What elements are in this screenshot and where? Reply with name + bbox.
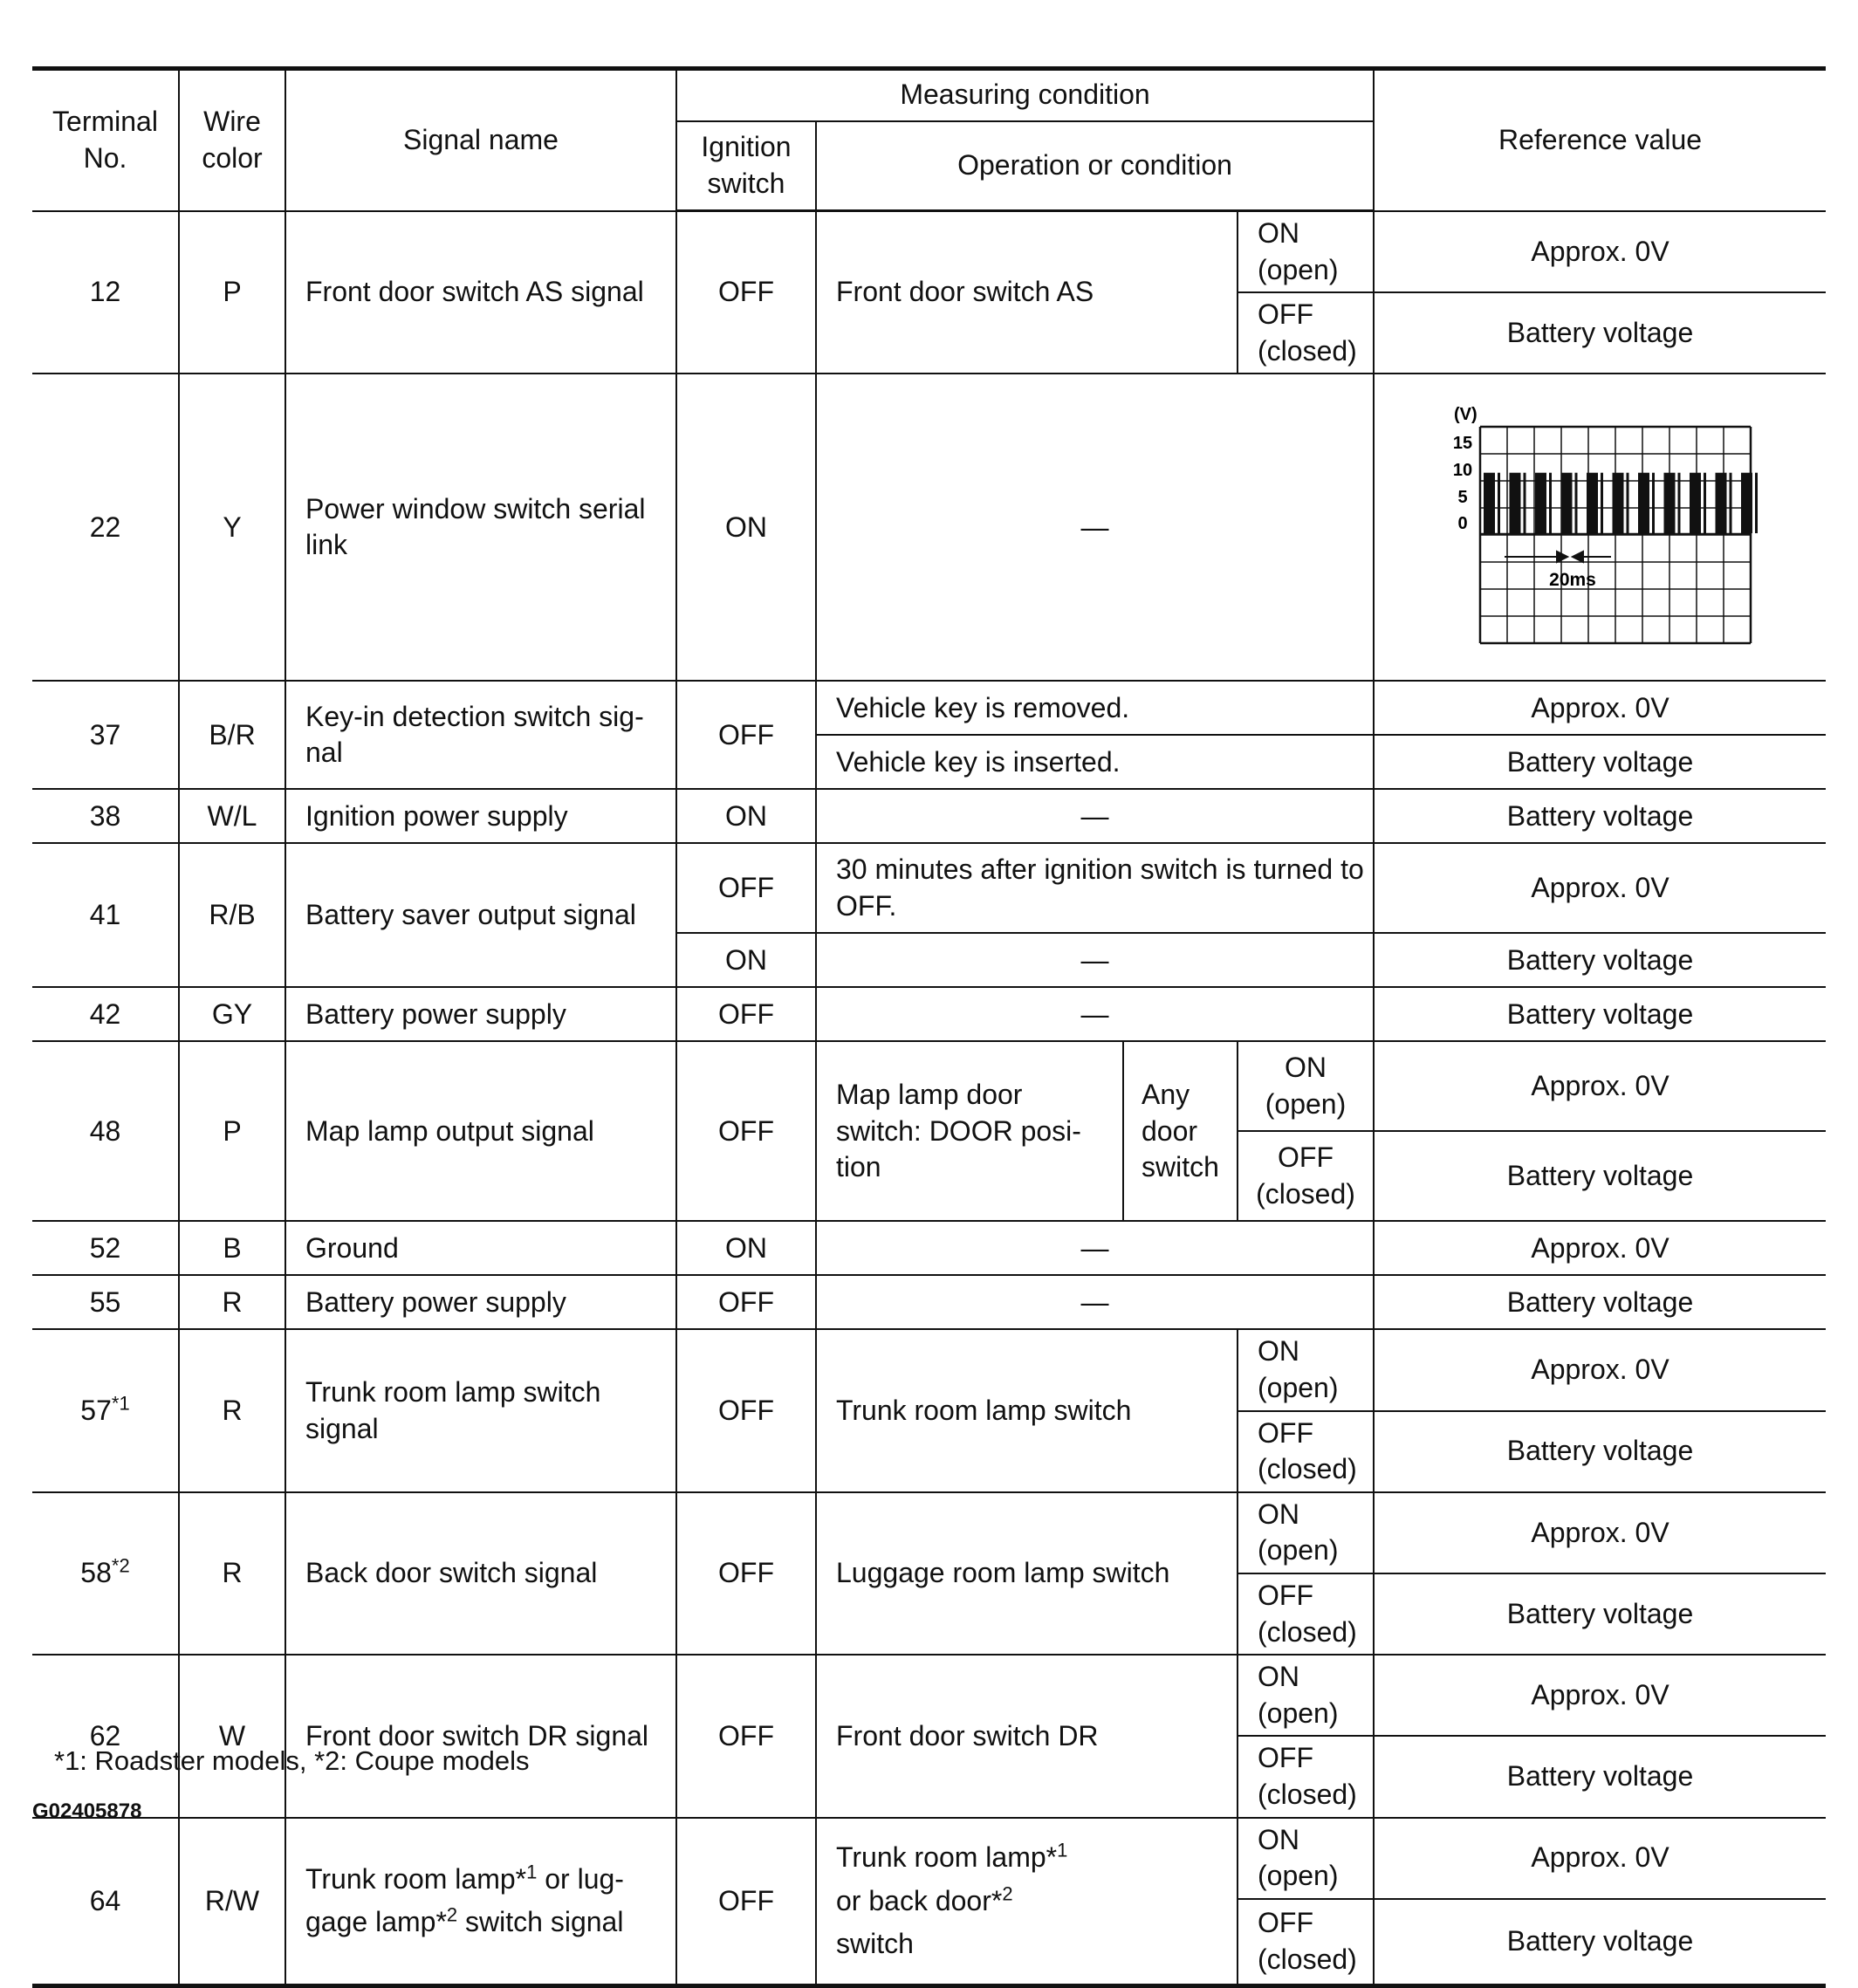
wire-color-cell: P bbox=[179, 211, 285, 374]
reference-cell: Approx. 0V bbox=[1374, 1041, 1826, 1131]
signal-name-cell: Battery saver output signal bbox=[285, 843, 676, 987]
header-signal-name: Signal name bbox=[285, 69, 676, 211]
ignition-cell: OFF bbox=[676, 211, 816, 374]
waveform-pulse-edge bbox=[1574, 473, 1577, 533]
operation-cell: — bbox=[816, 987, 1374, 1041]
table-row bbox=[32, 1329, 1826, 1410]
wire-color-cell: B/R bbox=[179, 681, 285, 789]
signal-name-cell: Ignition power supply bbox=[285, 789, 676, 843]
ignition-cell: OFF bbox=[676, 843, 816, 933]
condition-cell: — bbox=[816, 933, 1374, 987]
signal-name-cell: Battery power supply bbox=[285, 987, 676, 1041]
time-scale-arrows bbox=[1505, 552, 1611, 562]
condition-cell: OFF (closed) bbox=[1238, 1573, 1374, 1655]
footnote-mark: 1 bbox=[1057, 1839, 1068, 1861]
terminal-cell: 12 bbox=[32, 211, 179, 374]
table-row bbox=[32, 211, 1826, 293]
waveform-pulse bbox=[1535, 473, 1546, 533]
waveform-pulse bbox=[1484, 473, 1495, 533]
ignition-cell: OFF bbox=[676, 681, 816, 789]
ignition-cell: OFF bbox=[676, 1329, 816, 1491]
ignition-cell: OFF bbox=[676, 1492, 816, 1655]
condition-cell: OFF (closed) bbox=[1238, 292, 1374, 374]
reference-waveform-cell bbox=[1374, 374, 1826, 681]
table-row bbox=[32, 843, 1826, 933]
waveform-y-tick: 0 bbox=[1457, 514, 1468, 534]
reference-cell: Battery voltage bbox=[1374, 1131, 1826, 1221]
waveform-pulse bbox=[1663, 473, 1675, 533]
waveform-unit-label: (V) bbox=[1453, 405, 1477, 425]
waveform-grid bbox=[1480, 427, 1751, 643]
reference-cell: Approx. 0V bbox=[1374, 1492, 1826, 1573]
reference-cell: Battery voltage bbox=[1374, 735, 1826, 789]
condition-cell: OFF (closed) bbox=[1238, 1131, 1374, 1221]
operation-cell: Front door switch DR bbox=[816, 1655, 1238, 1817]
waveform-pulse-edge bbox=[1549, 473, 1552, 533]
reference-cell: Battery voltage bbox=[1374, 292, 1826, 374]
condition-cell: OFF (closed) bbox=[1238, 1411, 1374, 1492]
condition-cell: Vehicle key is inserted. bbox=[816, 735, 1374, 789]
reference-cell: Battery voltage bbox=[1374, 987, 1826, 1041]
header-row-1 bbox=[32, 69, 1826, 121]
table-row bbox=[32, 789, 1826, 843]
waveform-pulse-edge bbox=[1523, 473, 1525, 533]
terminal-number: 58 bbox=[80, 1557, 112, 1589]
ignition-cell: ON bbox=[676, 933, 816, 987]
waveform-y-tick: 10 bbox=[1452, 461, 1472, 481]
signal-name-cell: Key-in detection switch sig-nal bbox=[285, 681, 676, 789]
operation-cell bbox=[816, 1818, 1238, 1986]
signal-name-cell: Battery power supply bbox=[285, 1275, 676, 1329]
waveform-pulse-edge bbox=[1652, 473, 1655, 533]
terminal-cell: 52 bbox=[32, 1221, 179, 1275]
terminal-cell: 62 bbox=[32, 1655, 179, 1817]
wire-color-cell: GY bbox=[179, 987, 285, 1041]
waveform-pulse bbox=[1715, 473, 1726, 533]
header-terminal-no: Terminal No. bbox=[32, 69, 179, 211]
ignition-cell: ON bbox=[676, 374, 816, 681]
reference-cell: Approx. 0V bbox=[1374, 1329, 1826, 1410]
waveform-pulse bbox=[1741, 473, 1752, 533]
terminal-cell: 38 bbox=[32, 789, 179, 843]
signal-name-cell: Front door switch DR signal bbox=[285, 1655, 676, 1817]
waveform-pulse-edge bbox=[1626, 473, 1628, 533]
signal-name-cell: Power window switch serial link bbox=[285, 374, 676, 681]
signal-name-cell: Map lamp output signal bbox=[285, 1041, 676, 1221]
terminal-cell: 22 bbox=[32, 374, 179, 681]
waveform-pulse-edge bbox=[1729, 473, 1731, 533]
header-wire-color: Wire color bbox=[179, 69, 285, 211]
ignition-cell: OFF bbox=[676, 1275, 816, 1329]
signal-name-cell: Front door switch AS signal bbox=[285, 211, 676, 374]
table-row bbox=[32, 1041, 1826, 1131]
operation-cell: Front door switch AS bbox=[816, 211, 1238, 374]
table-row bbox=[32, 1492, 1826, 1573]
waveform-pulse-edge bbox=[1755, 473, 1758, 533]
waveform-pulse bbox=[1587, 473, 1598, 533]
waveform-pulse-edge bbox=[1601, 473, 1603, 533]
signal-name-cell: Trunk room lamp switch signal bbox=[285, 1329, 676, 1491]
reference-cell: Approx. 0V bbox=[1374, 843, 1826, 933]
condition-cell: ON (open) bbox=[1238, 1041, 1374, 1131]
signal-text: Trunk room lamp* bbox=[305, 1862, 527, 1895]
reference-cell: Battery voltage bbox=[1374, 1736, 1826, 1817]
table-row bbox=[32, 1275, 1826, 1329]
wire-color-cell: R/W bbox=[179, 1818, 285, 1986]
waveform-pulse-edge bbox=[1677, 473, 1680, 533]
reference-cell: Approx. 0V bbox=[1374, 1221, 1826, 1275]
footnote-mark: 1 bbox=[526, 1861, 538, 1883]
condition-cell: ON (open) bbox=[1238, 1818, 1374, 1899]
reference-cell: Approx. 0V bbox=[1374, 211, 1826, 293]
waveform-pulse bbox=[1560, 473, 1572, 533]
terminal-cell bbox=[32, 1492, 179, 1655]
sub-condition-cell: Any door switch bbox=[1123, 1041, 1238, 1221]
reference-cell: Approx. 0V bbox=[1374, 681, 1826, 735]
ignition-cell: ON bbox=[676, 789, 816, 843]
waveform-pulse-edge bbox=[1498, 473, 1500, 533]
wire-color-cell: R bbox=[179, 1492, 285, 1655]
operation-cell: Luggage room lamp switch bbox=[816, 1492, 1238, 1655]
wire-color-cell: R bbox=[179, 1329, 285, 1491]
wire-color-cell: W/L bbox=[179, 789, 285, 843]
terminal-reference-table bbox=[32, 66, 1826, 1988]
terminal-footnote-mark: *2 bbox=[111, 1554, 130, 1577]
footnote-mark: 2 bbox=[1002, 1882, 1013, 1904]
wire-color-cell: R bbox=[179, 1275, 285, 1329]
table-row bbox=[32, 681, 1826, 735]
waveform-pulse bbox=[1690, 473, 1701, 533]
waveform-time-label: 20ms bbox=[1548, 570, 1596, 591]
reference-cell: Battery voltage bbox=[1374, 1573, 1826, 1655]
signal-name-cell: Back door switch signal bbox=[285, 1492, 676, 1655]
condition-cell: OFF (closed) bbox=[1238, 1899, 1374, 1986]
condition-cell: OFF (closed) bbox=[1238, 1736, 1374, 1817]
terminal-cell: 55 bbox=[32, 1275, 179, 1329]
table-row bbox=[32, 374, 1826, 681]
ignition-cell: OFF bbox=[676, 1655, 816, 1817]
waveform-pulse bbox=[1638, 473, 1649, 533]
ignition-cell: OFF bbox=[676, 1041, 816, 1221]
header-reference-value: Reference value bbox=[1374, 69, 1826, 211]
waveform-pulse bbox=[1612, 473, 1623, 533]
header-ignition-switch: Ignition switch bbox=[676, 121, 816, 211]
operation-cell: — bbox=[816, 1275, 1374, 1329]
table-row bbox=[32, 1818, 1826, 1899]
terminal-cell: 41 bbox=[32, 843, 179, 987]
ignition-cell: ON bbox=[676, 1221, 816, 1275]
terminal-cell: 48 bbox=[32, 1041, 179, 1221]
waveform-graph bbox=[1443, 401, 1758, 654]
terminal-cell: 42 bbox=[32, 987, 179, 1041]
reference-cell: Approx. 0V bbox=[1374, 1818, 1826, 1899]
ignition-cell: OFF bbox=[676, 1818, 816, 1986]
wire-color-cell: W bbox=[179, 1655, 285, 1817]
operation-text: switch bbox=[836, 1928, 914, 1960]
signal-name-cell: Ground bbox=[285, 1221, 676, 1275]
reference-cell: Battery voltage bbox=[1374, 1275, 1826, 1329]
operation-cell: — bbox=[816, 374, 1374, 681]
header-measuring-condition: Measuring condition bbox=[676, 69, 1374, 121]
signal-name-cell bbox=[285, 1818, 676, 1986]
operation-cell: — bbox=[816, 789, 1374, 843]
footnote-mark: 2 bbox=[446, 1903, 458, 1926]
terminal-number: 57 bbox=[80, 1394, 112, 1426]
signal-text: switch signal bbox=[457, 1906, 624, 1938]
footnote: *1: Roadster models, *2: Coupe models bbox=[54, 1745, 530, 1776]
condition-cell: Vehicle key is removed. bbox=[816, 681, 1374, 735]
terminal-cell: 64 bbox=[32, 1818, 179, 1986]
reference-cell: Battery voltage bbox=[1374, 933, 1826, 987]
signal-text: or lug-gage lamp* bbox=[305, 1862, 624, 1938]
wire-color-cell: B bbox=[179, 1221, 285, 1275]
condition-cell: ON (open) bbox=[1238, 211, 1374, 293]
condition-cell: ON (open) bbox=[1238, 1655, 1374, 1736]
table-row bbox=[32, 1221, 1826, 1275]
condition-cell: 30 minutes after ignition switch is turned to OFF. bbox=[816, 843, 1374, 933]
reference-cell: Battery voltage bbox=[1374, 1411, 1826, 1492]
terminal-cell bbox=[32, 1329, 179, 1491]
operation-cell: Map lamp door switch: DOOR posi-tion bbox=[816, 1041, 1123, 1221]
reference-cell: Battery voltage bbox=[1374, 789, 1826, 843]
wire-color-cell: Y bbox=[179, 374, 285, 681]
operation-text: or back door* bbox=[836, 1884, 1003, 1916]
condition-cell: ON (open) bbox=[1238, 1492, 1374, 1573]
header-operation-or-condition: Operation or condition bbox=[816, 121, 1374, 211]
figure-id: G02405878 bbox=[32, 1799, 142, 1823]
terminal-cell: 37 bbox=[32, 681, 179, 789]
reference-cell: Battery voltage bbox=[1374, 1899, 1826, 1986]
ignition-cell: OFF bbox=[676, 987, 816, 1041]
waveform-pulse bbox=[1509, 473, 1520, 533]
waveform-y-tick: 15 bbox=[1452, 434, 1472, 454]
table-row bbox=[32, 987, 1826, 1041]
table-row bbox=[32, 1655, 1826, 1736]
condition-cell: ON (open) bbox=[1238, 1329, 1374, 1410]
operation-text: Trunk room lamp* bbox=[836, 1841, 1058, 1873]
operation-cell: — bbox=[816, 1221, 1374, 1275]
waveform-pulses bbox=[1484, 473, 1758, 533]
wire-color-cell: R/B bbox=[179, 843, 285, 987]
wire-color-cell: P bbox=[179, 1041, 285, 1221]
terminal-footnote-mark: *1 bbox=[111, 1392, 130, 1415]
operation-cell: Trunk room lamp switch bbox=[816, 1329, 1238, 1491]
reference-cell: Approx. 0V bbox=[1374, 1655, 1826, 1736]
waveform-y-tick: 5 bbox=[1457, 488, 1468, 508]
waveform-pulse-edge bbox=[1704, 473, 1706, 533]
